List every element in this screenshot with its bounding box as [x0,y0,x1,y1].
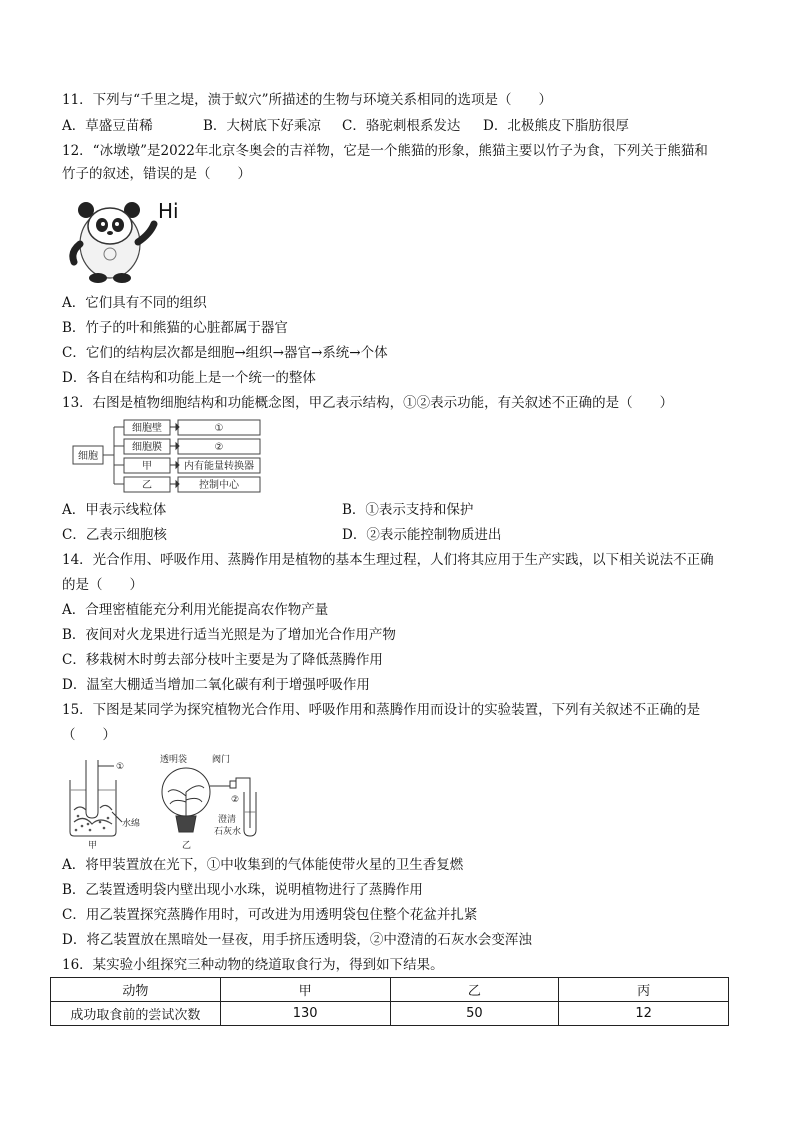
yi-bag-label: 透明袋 [160,755,188,765]
q15-option-b: B．乙装置透明袋内壁出现小水珠，说明植物进行了蒸腾作用 [62,882,423,898]
q13-option-a: A．甲表示线粒体 [62,502,167,518]
q13-option-b: B．①表示支持和保护 [342,502,474,518]
q11-option-d: D．北极熊皮下脂肪很厚 [483,118,629,134]
diagram-structure-2: 细胞膜 [132,442,162,453]
table-cell: 12 [559,1002,729,1026]
q13-option-d: D．②表示能控制物质进出 [342,527,502,543]
q12-option-b: B．竹子的叶和熊猫的心脏都属于器官 [62,320,288,336]
yi-marker-2: ② [231,795,240,805]
jia-label-spirogyra: 水绵 [122,819,141,829]
q12-option-a: A．它们具有不同的组织 [62,295,207,311]
cell-concept-diagram [72,418,264,494]
diagram-function-4: 控制中心 [199,480,239,491]
q11-option-b: B．大树底下好乘凉 [203,118,321,134]
jia-caption: 甲 [88,841,98,851]
q13-option-c: C．乙表示细胞核 [62,527,167,543]
q15-option-c: C．用乙装置探究蒸腾作用时，可改进为用透明袋包住整个花盆并扎紧 [62,907,478,923]
diagram-structure-4: 乙 [142,480,152,491]
diagram-root-cell: 细胞 [78,451,98,462]
experiment-apparatus-figure [60,752,270,852]
q15-option-a: A．将甲装置放在光下，①中收集到的气体能使带火星的卫生香复燃 [62,857,464,873]
q12-option-c: C．它们的结构层次都是细胞→组织→器官→系统→个体 [62,345,388,361]
q13-stem: 13．右图是植物细胞结构和功能概念图，甲乙表示结构，①②表示功能，有关叙述不正确的是（ ） [62,395,674,411]
q15-stem-line2: （ ） [62,727,116,743]
q15-option-d: D．将乙装置放在黑暗处一昼夜，用手挤压透明袋，②中澄清的石灰水会变浑浊 [62,932,532,948]
hi-text: Hi [158,199,179,223]
table-cell: 130 [220,1002,390,1026]
q14-option-a: A．合理密植能充分利用光能提高农作物产量 [62,602,329,618]
q15-stem-line1: 15．下图是某同学为探究植物光合作用、呼吸作用和蒸腾作用而设计的实验装置，下列有关叙述不正确的是 [62,702,701,718]
bing-dwen-dwen-figure [66,192,186,284]
table-cell: 成功取食前的尝试次数 [51,1002,221,1026]
jia-marker-1: ① [116,762,125,772]
diagram-function-1: ① [214,423,224,434]
yi-limewater-2: 石灰水 [214,827,242,837]
q14-option-b: B．夜间对火龙果进行适当光照是为了增加光合作用产物 [62,627,396,643]
table-row [51,1002,729,1026]
yi-limewater-1: 澄清 [218,815,237,825]
q14-stem-line2: 的是（ ） [62,577,143,593]
table-cell: 50 [390,1002,559,1026]
q11-option-a: A．草盛豆苗稀 [62,118,153,134]
q14-option-c: C．移栽树木时剪去部分枝叶主要是为了降低蒸腾作用 [62,652,383,668]
table-header-cell: 丙 [559,978,729,1002]
table-header-cell: 甲 [220,978,390,1002]
q14-option-d: D．温室大棚适当增加二氧化碳有利于增强呼吸作用 [62,677,370,693]
diagram-function-2: ② [214,442,224,453]
q16-stem: 16．某实验小组探究三种动物的绕道取食行为，得到如下结果。 [62,957,444,973]
yi-valve-label: 阀门 [212,755,231,765]
q16-results-table [50,977,729,1026]
diagram-function-3: 内有能量转换器 [184,461,254,472]
table-header-cell: 乙 [390,978,559,1002]
q11-stem: 11．下列与“千里之堤，溃于蚁穴”所描述的生物与环境关系相同的选项是（ ） [62,92,552,108]
q11-option-c: C．骆驼刺根系发达 [342,118,461,134]
q12-stem-line2: 竹子的叙述，错误的是（ ） [62,166,251,182]
table-header-cell: 动物 [51,978,221,1002]
diagram-structure-1: 细胞壁 [132,423,162,434]
q12-option-d: D．各自在结构和功能上是一个统一的整体 [62,370,316,386]
table-header-row [51,978,729,1002]
yi-caption: 乙 [182,841,192,851]
diagram-structure-3: 甲 [142,461,152,472]
q14-stem-line1: 14．光合作用、呼吸作用、蒸腾作用是植物的基本生理过程，人们将其应用于生产实践，以下相关说法不正确 [62,552,714,568]
q12-stem-line1: 12．“冰墩墩”是2022年北京冬奥会的吉祥物，它是一个熊猫的形象，熊猫主要以竹子为食，下列关于熊猫和 [62,143,708,159]
